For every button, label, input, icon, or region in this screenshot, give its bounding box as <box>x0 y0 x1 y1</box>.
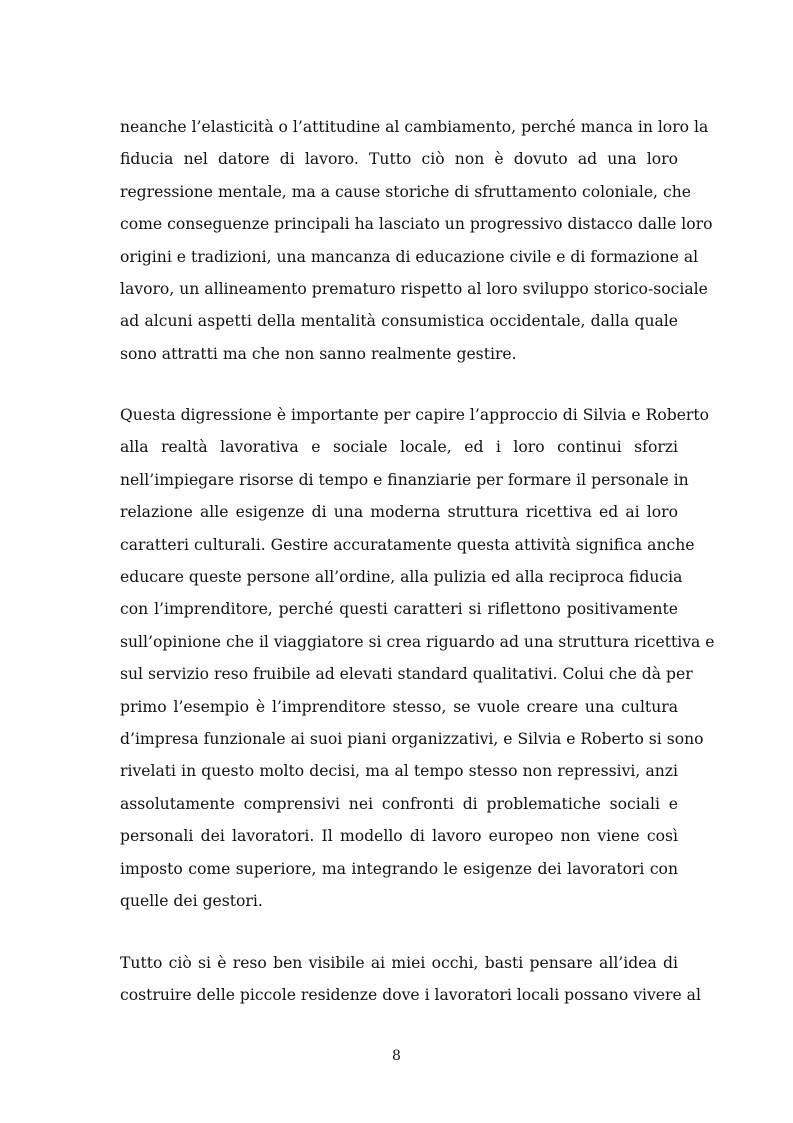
paragraph-line: sull’opinione che il viaggiatore si crea riguardo ad una struttura ricettiva e <box>120 633 715 651</box>
paragraph-line: ad alcuni aspetti della mentalità consumistica occidentale, dalla quale <box>120 312 678 330</box>
paragraph-line: assolutamente comprensivi nei confronti di problematiche sociali e <box>120 795 678 813</box>
paragraph-line: personali dei lavoratori. Il modello di lavoro europeo non viene così <box>120 827 678 845</box>
paragraph-line: neanche l’elasticità o l’attitudine al cambiamento, perché manca in loro la <box>120 118 709 136</box>
paragraph-line: sul servizio reso fruibile ad elevati standard qualitativi. Colui che dà per <box>120 665 693 683</box>
page-number: 8 <box>392 1048 401 1064</box>
paragraph-line: origini e tradizioni, una mancanza di educazione civile e di formazione al <box>120 248 699 266</box>
paragraph-line: primo l’esempio è l’imprenditore stesso, se vuole creare una cultura <box>120 698 678 716</box>
paragraph-line: Questa digressione è importante per capire l’approccio di Silvia e Roberto <box>120 406 710 424</box>
paragraph-line: caratteri culturali. Gestire accuratamente questa attività significa anche <box>120 536 695 554</box>
paragraph-line: educare queste persone all’ordine, alla pulizia ed alla reciproca fiducia <box>120 568 683 586</box>
paragraph-line: quelle dei gestori. <box>120 892 263 910</box>
paragraph-line: relazione alle esigenze di una moderna struttura ricettiva ed ai loro <box>120 503 678 521</box>
paragraph-line: alla realtà lavorativa e sociale locale, ed i loro continui sforzi <box>120 438 678 456</box>
paragraph-line: imposto come superiore, ma integrando le esigenze dei lavoratori con <box>120 860 678 878</box>
paragraph-line: come conseguenze principali ha lasciato un progressivo distacco dalle loro <box>120 215 713 233</box>
paragraph-line: fiducia nel datore di lavoro. Tutto ciò non è dovuto ad una loro <box>120 150 678 168</box>
paragraph-line: con l’imprenditore, perché questi caratteri si riflettono positivamente <box>120 600 678 618</box>
paragraph-line: rivelati in questo molto decisi, ma al tempo stesso non repressivi, anzi <box>120 762 678 780</box>
paragraph-line: lavoro, un allineamento prematuro rispetto al loro sviluppo storico-sociale <box>120 280 708 298</box>
paragraph-line: sono attratti ma che non sanno realmente gestire. <box>120 345 517 363</box>
paragraph-line: Tutto ciò si è reso ben visibile ai miei occhi, basti pensare all’idea di <box>120 954 678 972</box>
paragraph-line: nell’impiegare risorse di tempo e finanziarie per formare il personale in <box>120 471 689 489</box>
paragraph-line: d’impresa funzionale ai suoi piani organizzativi, e Silvia e Roberto si sono <box>120 730 704 748</box>
paragraph-line: regressione mentale, ma a cause storiche di sfruttamento coloniale, che <box>120 183 691 201</box>
paragraph-line: costruire delle piccole residenze dove i lavoratori locali possano vivere al <box>120 986 701 1004</box>
